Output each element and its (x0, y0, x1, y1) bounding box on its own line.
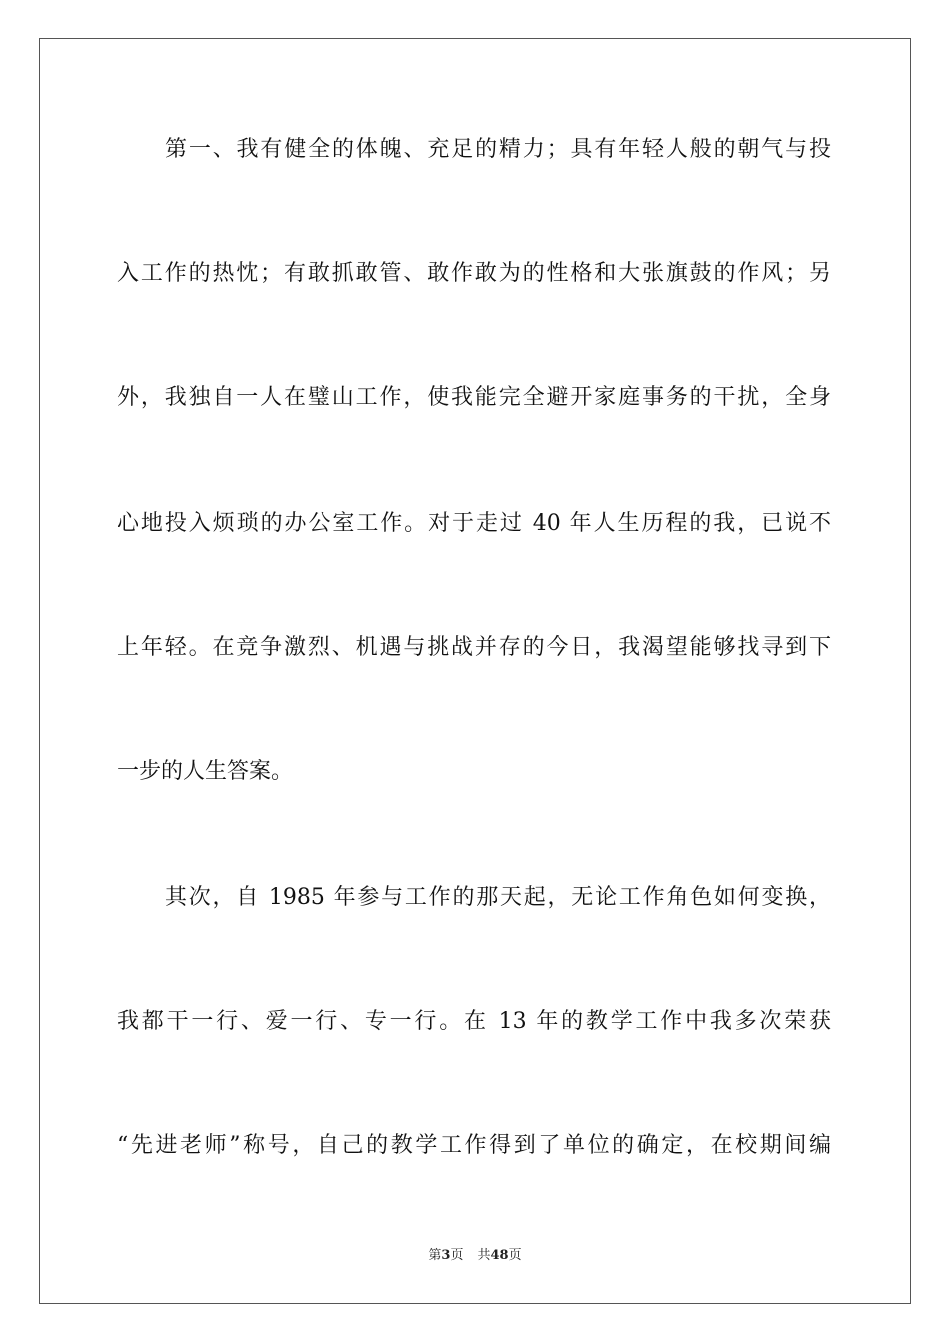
total-pages: 48 (490, 1248, 509, 1263)
total-suffix: 页 (508, 1248, 522, 1263)
paragraph-2-line-3: “先进老师”称号，自己的教学工作得到了单位的确定，在校期间编 (117, 1133, 831, 1158)
paragraph-1-line-3: 外，我独自一人在璧山工作，使我能完全避开家庭事务的干扰，全身 (117, 385, 831, 410)
paragraph-1-line-4: 心地投入烦琐的办公室工作。对于走过 40 年人生历程的我，已说不 (117, 511, 831, 536)
total-prefix: 共 (477, 1248, 491, 1263)
page-border (39, 38, 911, 1304)
page-footer (0, 1247, 950, 1265)
paragraph-1-line-6: 一步的人生答案。 (117, 759, 294, 784)
page-suffix: 页 (450, 1248, 464, 1263)
page-number: 3 (441, 1248, 451, 1263)
paragraph-2-line-2: 我都干一行、爱一行、专一行。在 13 年的教学工作中我多次荣获 (117, 1009, 831, 1034)
paragraph-1-line-1: 第一、我有健全的体魄、充足的精力；具有年轻人般的朝气与投 (165, 137, 831, 162)
paragraph-1-line-2: 入工作的热忱；有敢抓敢管、敢作敢为的性格和大张旗鼓的作风；另 (117, 261, 831, 286)
page-prefix: 第 (428, 1248, 442, 1263)
paragraph-2-line-1: 其次，自 1985 年参与工作的那天起，无论工作角色如何变换， (165, 885, 831, 910)
paragraph-1-line-5: 上年轻。在竞争激烈、机遇与挑战并存的今日，我渴望能够找寻到下 (117, 635, 831, 660)
